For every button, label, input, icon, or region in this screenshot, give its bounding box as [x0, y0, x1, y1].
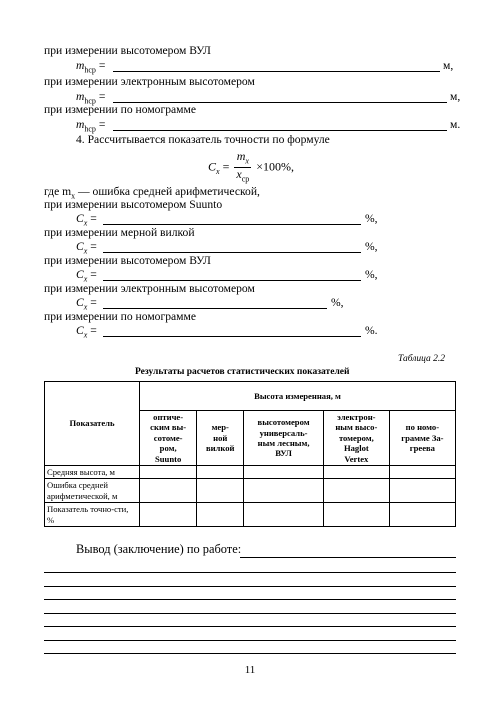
where-rest: — ошибка средней арифметической,	[75, 185, 260, 198]
formula-lhs-sub: x	[216, 167, 220, 177]
cx-unit: %,	[365, 240, 378, 253]
cx-label: при измерении высотомером ВУЛ	[44, 254, 211, 267]
cx-sub: x	[83, 246, 88, 256]
table-row	[45, 466, 456, 479]
m-symbol: m	[76, 59, 85, 72]
cx-unit: %,	[365, 212, 378, 225]
page-number: 11	[244, 664, 256, 676]
unit: м,	[450, 90, 461, 103]
conclusion-line[interactable]	[240, 557, 456, 558]
cx-label: при измерении высотомером Suunto	[44, 198, 223, 211]
cx-sub: x	[83, 330, 88, 340]
cx-formula	[76, 324, 97, 342]
row-label: Средняя высота, м	[45, 466, 140, 479]
header-param: Показатель	[45, 382, 140, 466]
row-label: Показатель точно-сти, %	[45, 503, 140, 527]
header-group: Высота измеренная, м	[140, 382, 456, 411]
column-header: электрон- ным высо- томером, Haglot Vertex	[323, 411, 389, 466]
where-sub: x	[71, 191, 76, 201]
cx-answer-blank[interactable]	[103, 252, 361, 253]
formula-denominator	[234, 168, 251, 185]
cx-sub: x	[83, 274, 88, 284]
table-row	[45, 503, 456, 527]
cx-eq: =	[87, 296, 97, 309]
table-cell[interactable]	[389, 503, 455, 527]
den-x: x	[236, 167, 242, 182]
cx-eq: =	[87, 268, 97, 281]
table-cell[interactable]	[389, 466, 455, 479]
column-header: оптиче- ским вы- сотоме- ром, Suunto	[140, 411, 197, 466]
cx-label: при измерении по номограмме	[44, 310, 196, 323]
step-4-text: 4. Рассчитывается показатель точности по формуле	[76, 133, 330, 146]
table-cell[interactable]	[244, 466, 324, 479]
cx-unit: %,	[365, 268, 378, 281]
cx-label: при измерении электронным высотомером	[44, 282, 255, 295]
equals: =	[95, 118, 106, 131]
cx-symbol: C	[76, 268, 84, 281]
table-cell[interactable]	[140, 503, 197, 527]
conclusion-label: Вывод (заключение) по работе:	[76, 542, 242, 556]
table-cell[interactable]	[323, 466, 389, 479]
table-row	[45, 479, 456, 503]
cx-unit: %,	[331, 296, 344, 309]
formula-lhs: C	[208, 159, 217, 174]
m-sub: hср	[84, 124, 96, 134]
conclusion-line[interactable]	[44, 613, 456, 614]
cx-symbol: C	[76, 212, 84, 225]
cx-answer-blank[interactable]	[103, 336, 361, 337]
table-cell[interactable]	[197, 466, 244, 479]
column-header: высотомером универсаль- ным лесным, ВУЛ	[244, 411, 324, 466]
table-label: Таблица 2.2	[398, 354, 445, 364]
m-sub: hср	[84, 96, 96, 106]
table-cell[interactable]	[389, 479, 455, 503]
unit: м.	[450, 118, 461, 131]
cx-symbol: C	[76, 324, 84, 337]
equals: =	[95, 59, 106, 72]
cx-sub: x	[83, 218, 88, 228]
formula-fraction	[234, 150, 251, 186]
m-symbol: m	[76, 90, 85, 103]
equals: =	[95, 90, 106, 103]
column-header: по номо- грамме За- греева	[389, 411, 455, 466]
row-label: Ошибка средней арифметической, м	[45, 479, 140, 503]
table-cell[interactable]	[323, 479, 389, 503]
table-cell[interactable]	[140, 479, 197, 503]
table-cell[interactable]	[197, 503, 244, 527]
cx-label: при измерении мерной вилкой	[44, 226, 195, 239]
cx-symbol: C	[76, 240, 84, 253]
num-sub: x	[245, 156, 249, 166]
accuracy-formula	[208, 150, 294, 184]
cx-unit: %.	[365, 324, 378, 337]
cx-sub: x	[83, 302, 88, 312]
conclusion-line[interactable]	[44, 572, 456, 573]
table-cell[interactable]	[197, 479, 244, 503]
conclusion-line[interactable]	[44, 640, 456, 641]
conclusion-line[interactable]	[44, 653, 456, 654]
conclusion-line[interactable]	[44, 626, 456, 627]
table-cell[interactable]	[323, 503, 389, 527]
answer-blank[interactable]	[113, 130, 447, 131]
table-cell[interactable]	[244, 503, 324, 527]
text-line: при измерении высотомером ВУЛ	[44, 44, 211, 57]
table-cell[interactable]	[244, 479, 324, 503]
m-symbol: m	[76, 118, 85, 131]
results-table	[44, 381, 456, 527]
cx-eq: =	[87, 212, 97, 225]
answer-blank[interactable]	[113, 71, 440, 72]
den-sub: ср	[241, 174, 250, 184]
m-sub: hср	[84, 65, 96, 75]
num-m: m	[236, 149, 246, 163]
where-text: где m	[44, 185, 72, 198]
formula-eq: =	[219, 159, 233, 174]
text-line: при измерении электронным высотомером	[44, 75, 255, 88]
conclusion-line[interactable]	[44, 586, 456, 587]
cx-answer-blank[interactable]	[103, 280, 361, 281]
conclusion-line[interactable]	[44, 599, 456, 600]
formula-tail: ×100%,	[256, 159, 295, 174]
cx-answer-blank[interactable]	[103, 224, 361, 225]
table-cell[interactable]	[140, 466, 197, 479]
table-body	[45, 466, 456, 527]
cx-symbol: C	[76, 296, 84, 309]
column-header: мер- ной вилкой	[197, 411, 244, 466]
text-line: при измерении по номограмме	[44, 103, 196, 116]
formula-numerator	[234, 150, 251, 168]
cx-eq: =	[87, 324, 97, 337]
cx-answer-blank[interactable]	[103, 308, 327, 309]
unit: м,	[443, 59, 454, 72]
cx-eq: =	[87, 240, 97, 253]
table-title: Результаты расчетов статистических показателей	[135, 367, 350, 377]
